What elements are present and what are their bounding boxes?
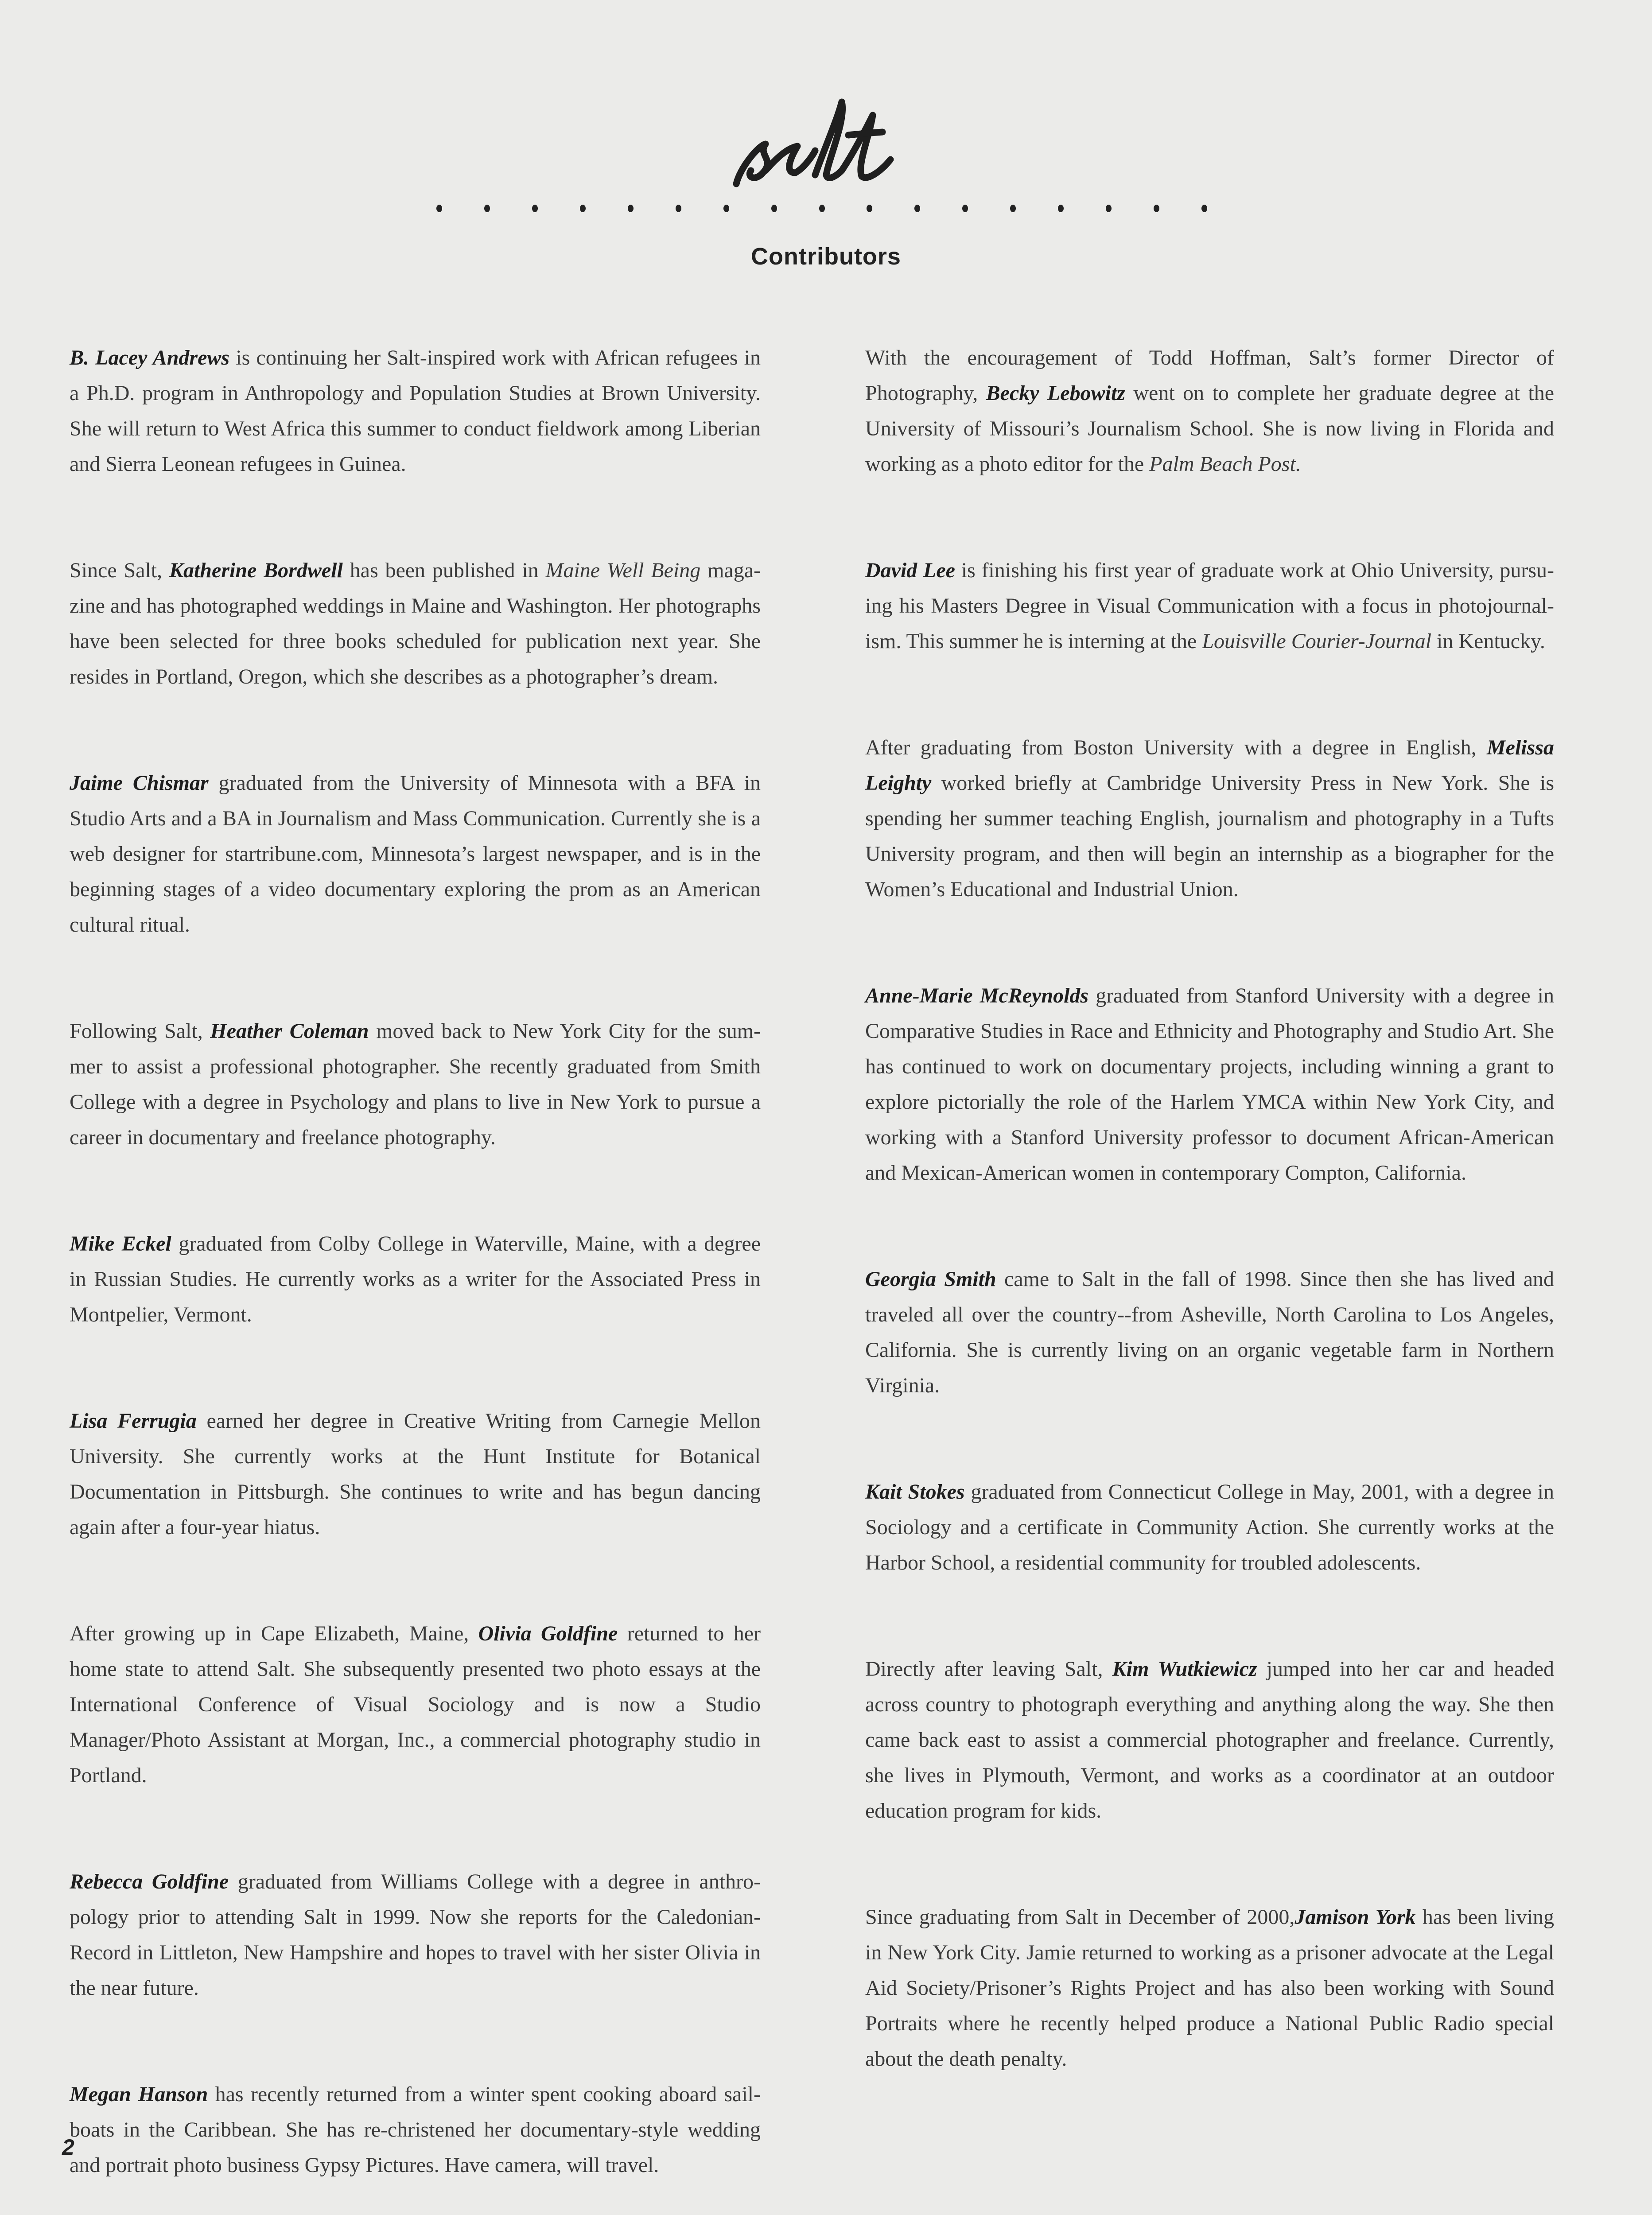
contributor-bio [70, 1864, 761, 2006]
bio-text-before: Since Salt, [70, 559, 169, 582]
bio-text-before: After graduating from Boston University with a degree in English, [865, 736, 1487, 759]
dot-divider [436, 202, 1207, 215]
bio-text-before: With the encouragement of Todd Hoffman, Salt’s former Director of Photography, [865, 346, 1554, 405]
contributor-name: Heather Coleman [210, 1019, 369, 1043]
salt-script-wordmark [709, 93, 944, 195]
contributor-name: Jamison York [1294, 1905, 1416, 1929]
bio-text: jumped into her car and headed across country to photograph everything and anything along the way. She then came back east to assist a commercial photographer and freelance. Currently, she lives in Plymouth, Vermont, and works as a coordinator at an outdoor education program for kids. [865, 1657, 1555, 1823]
divider-dot [436, 205, 442, 212]
left-column [70, 340, 761, 2215]
contributor-name: Megan Hanson [70, 2083, 208, 2106]
divider-dot [532, 205, 538, 212]
contributor-name: Katherine Bordwell [169, 559, 343, 582]
contributor-name: Lisa Ferrugia [70, 1409, 197, 1433]
bio-text: has recently returned from a winter spent cooking aboard sailboats in the Caribbean. She has re-christened her documentary-style wedding and portrait photo business Gypsy Pictures. Have camera, will travel. [70, 2083, 761, 2177]
bio-text-after: in Kentucky. [1431, 630, 1545, 653]
divider-dot [771, 205, 777, 212]
contributor-name: Kait Stokes [865, 1480, 965, 1504]
page-number: 2 [62, 2135, 74, 2160]
bio-text: graduated from Williams College with a degree in anthropology prior to attending Salt in 1999. Now she reports for the Caledonian-Record in Littleton, New Hampshire and hopes to travel with her sister Olivia in the near future. [70, 1870, 761, 2000]
contributor-bio [70, 553, 761, 695]
bio-text: went on to complete her graduate degree at the University of Missouri’s Journalism School. She is now living in Florida and working as a photo editor for the [865, 381, 1555, 476]
section-title: Contributors [751, 243, 901, 270]
contributor-bio [70, 1014, 761, 1155]
contributor-bio [865, 553, 1554, 659]
bio-text: graduated from Colby College in Waterville, Maine, with a degree in Russian Studies. He currently works as a writer for the Associated Press in Montpelier, Vermont. [70, 1232, 761, 1326]
contributor-bio [865, 1900, 1554, 2077]
contributor-name: Kim Wutkiewicz [1112, 1657, 1257, 1681]
bio-text: is finishing his first year of graduate work at Ohio University, pursuing his Masters Degree in Visual Communication with a focus in photojournalism. This summer he is interning at the [865, 559, 1555, 653]
contributor-name: Anne-Marie McReynolds [865, 984, 1089, 1007]
right-column [865, 340, 1554, 2148]
contributor-bio [865, 1262, 1554, 1403]
bio-text-before: Since graduating from Salt in December of 2000, [865, 1905, 1295, 1929]
contributor-bio [865, 1652, 1554, 1829]
contributor-name: Mike Eckel [70, 1232, 171, 1255]
bio-text: worked briefly at Cambridge University Press in New York. She is spending her summer teaching English, journalism and photography in a Tufts University program, and then will begin an internship as a biographer for the Women’s Educational and Industrial Union. [865, 771, 1554, 901]
publication-title: Louisville Courier-Journal [1202, 630, 1432, 653]
bio-text: has been living in New York City. Jamie returned to working as a prisoner advocate at the Legal Aid Society/Prisoner’s Rights Project and has also been working with Sound Portraits where he recently helped produce a National Public Radio special about the death penalty. [865, 1905, 1555, 2071]
contributor-bio [865, 978, 1554, 1191]
contributor-bio [70, 2077, 761, 2183]
bio-text: graduated from Connecticut College in May, 2001, with a degree in Sociology and a certificate in Community Action. She currently works at the Harbor School, a residential community for troubled adolescents. [865, 1480, 1554, 1574]
divider-dot [962, 205, 968, 212]
publication-title: Maine Well Being [545, 559, 701, 582]
publication-title: Palm Beach Post. [1149, 452, 1301, 476]
divider-dot [819, 205, 825, 212]
contributor-name: David Lee [865, 559, 955, 582]
contributor-bio [70, 1403, 761, 1545]
bio-text-before: Following Salt, [70, 1019, 210, 1043]
bio-text: graduated from the University of Minnesota with a BFA in Studio Arts and a BA in Journalism and Mass Communication. Currently she is a web designer for startribune.com, Minnesota’s largest newspaper, and is in the beginning stages of a video documentary exploring the prom as an American cultural ritual. [70, 771, 761, 937]
contributor-name: Rebecca Goldfine [70, 1870, 229, 1893]
contributor-bio [865, 340, 1554, 482]
contributor-bio [70, 340, 761, 482]
bio-text: is continuing her Salt-inspired work with African refugees in a Ph.D. program in Anthropology and Population Studies at Brown University. She will return to West Africa this summer to conduct fieldwork among Liberian and Sierra Leonean refugees in Guinea. [70, 346, 761, 476]
bio-text: returned to her home state to attend Salt. She subsequently presented two photo essays at the International Conference of Visual Sociology and is now a Studio Manager/Photo Assistant at Morgan, Inc., a commercial photography studio in Portland. [70, 1622, 761, 1787]
divider-dot [1201, 205, 1207, 212]
divider-dot [580, 205, 586, 212]
divider-dot [914, 205, 920, 212]
divider-dot [676, 205, 681, 212]
bio-text: earned her degree in Creative Writing from Carnegie Mellon University. She currently works at the Hunt Institute for Botanical Documentation in Pittsburgh. She continues to write and has begun dancing again after a four-year hiatus. [70, 1409, 761, 1539]
divider-dot [1106, 205, 1112, 212]
divider-dot [628, 205, 634, 212]
divider-dot [867, 205, 872, 212]
contributor-bio [70, 1616, 761, 1793]
contributor-name: Melissa Leighty [865, 736, 1554, 795]
bio-text: moved back to New York City for the summer to assist a professional photographer. She recently graduated from Smith College with a degree in Psychology and plans to live in New York to pursue a career in documentary and freelance photography. [70, 1019, 761, 1149]
contributor-name: B. Lacey Andrews [70, 346, 230, 369]
contributor-name: Jaime Chismar [70, 771, 209, 795]
divider-dot [1058, 205, 1064, 212]
divider-dot [723, 205, 729, 212]
bio-text-before: Directly after leaving Salt, [865, 1657, 1112, 1681]
divider-dot [1154, 205, 1159, 212]
bio-text: graduated from Stanford University with a degree in Comparative Studies in Race and Ethnicity and Photography and Studio Art. She has continued to work on documentary projects, including winning a grant to explore pictorially the role of the Harlem YMCA within New York City, and working with a Stanford University professor to document African-American and Mexican-American women in contemporary Compton, California. [865, 984, 1555, 1185]
bio-text-after: magazine and has photographed weddings in Maine and Washington. Her photographs have been selected for three books scheduled for publication next year. She resides in Portland, Oregon, which she describes as a photographer’s dream. [70, 559, 761, 688]
contributor-name: Becky Lebowitz [986, 381, 1125, 405]
contributor-name: Georgia Smith [865, 1267, 996, 1291]
bio-text: came to Salt in the fall of 1998. Since then she has lived and traveled all over the country--from Asheville, North Carolina to Los Angeles, California. She is currently living on an organic vegetable farm in Northern Virginia. [865, 1267, 1554, 1397]
contributor-bio [865, 1474, 1554, 1581]
contributor-bio [865, 730, 1554, 907]
contributor-bio [70, 1226, 761, 1333]
divider-dot [1010, 205, 1016, 212]
contributor-name: Olivia Goldfine [478, 1622, 618, 1645]
salt-logo [709, 93, 944, 195]
bio-text-before: After growing up in Cape Elizabeth, Maine, [70, 1622, 478, 1645]
bio-text: has been published in [342, 559, 546, 582]
contributor-bio [70, 766, 761, 943]
divider-dot [484, 205, 490, 212]
